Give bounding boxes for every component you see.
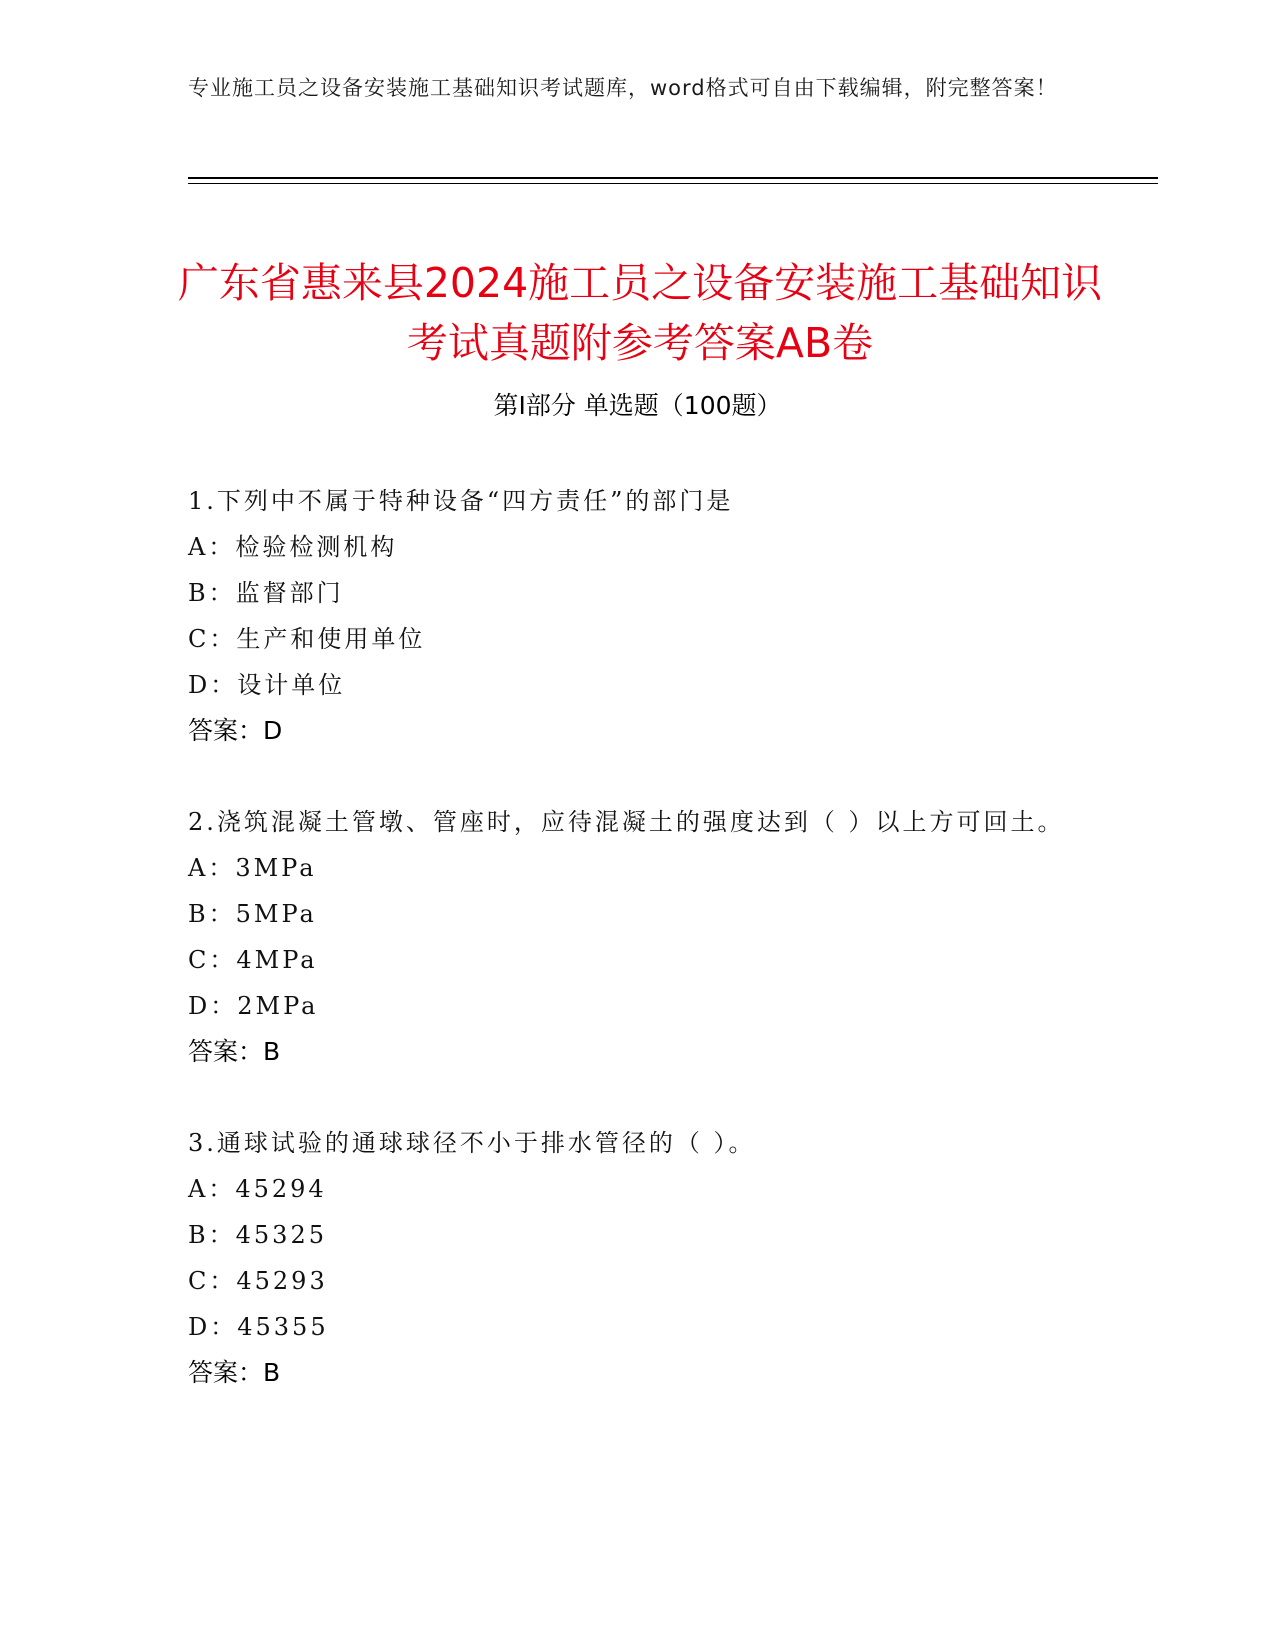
question-stem: 2.浇筑混凝土管墩、管座时，应待混凝土的强度达到（ ）以上方可回土。 <box>188 808 1065 836</box>
question-1 <box>188 478 1088 754</box>
section-title: 第Ⅰ部分 单选题（100题） <box>493 391 782 420</box>
option-a: A：检验检测机构 <box>188 533 398 561</box>
option-c: C：生产和使用单位 <box>188 625 426 653</box>
answer: 答案：B <box>188 1037 281 1066</box>
question-stem: 3.通球试验的通球球径不小于排水管径的（ ）。 <box>188 1129 756 1157</box>
option-d: D：2MPa <box>188 992 319 1020</box>
answer: 答案：D <box>188 716 283 745</box>
header-divider-thick <box>188 177 1158 179</box>
question-list <box>188 478 1088 1396</box>
answer: 答案：B <box>188 1358 281 1387</box>
option-c: C：45293 <box>188 1267 328 1295</box>
question-spacer <box>188 754 1088 799</box>
option-d: D：45355 <box>188 1313 329 1341</box>
option-a: A：3MPa <box>188 854 317 882</box>
option-c: C：4MPa <box>188 946 318 974</box>
option-b: B：5MPa <box>188 900 317 928</box>
document-title: 广东省惠来县2024施工员之设备安装施工基础知识考试真题附参考答案AB卷 <box>177 259 1103 368</box>
question-stem: 1.下列中不属于特种设备“四方责任”的部门是 <box>188 487 734 515</box>
question-spacer <box>188 1075 1088 1120</box>
header-divider-thin <box>188 183 1158 184</box>
question-2 <box>188 799 1088 1075</box>
question-3 <box>188 1120 1088 1396</box>
document-header-note: 专业施工员之设备安装施工基础知识考试题库，word格式可自由下载编辑，附完整答案！ <box>188 76 1058 100</box>
option-d: D：设计单位 <box>188 671 346 699</box>
option-b: B：45325 <box>188 1221 327 1249</box>
option-b: B：监督部门 <box>188 579 344 607</box>
option-a: A：45294 <box>188 1175 327 1203</box>
